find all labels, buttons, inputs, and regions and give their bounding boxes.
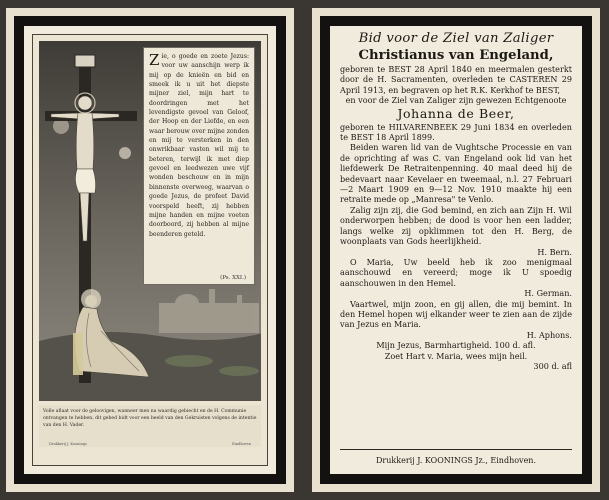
indulgence-box [39,405,261,447]
memorial-text [340,30,572,444]
publisher-city: Eindhoven [232,442,251,446]
membership-paragraph: Beiden waren lid van de Vughtsche Processie en van de oprichting af was C. van Engeland ook lid van het liefdewerk De Retraitenpenning. 40 maal deed hij de bedevaart naar Kevelaer en tweemaal, n.l. 27 Februari—2 Maart 1909 en 9—12 Nov. 1910 maakte hij een retraite mede op „Manresa" te Venlo. [340,142,572,205]
mourning-border-right [320,16,592,484]
prayer-reference: (Ps. XXI.) [220,275,246,281]
prayer-initial: Z [149,51,160,69]
quote-bernard-text: Zalig zijn zij, die God bemind, en zich aan Zijn H. Wil onderworpen hebben; de dood is voor hen een ladder, langs welke zij opklimmen tot den H. Berg, de woonplaats van Gods heerlijkheid. [340,204,572,247]
printer-divider [340,449,572,450]
quote-german [340,257,572,299]
devotional-card-left [6,8,294,492]
printer-credit: Drukkerij J. KOONINGS Jz., Eindhoven. [376,456,536,465]
prayer-text [149,52,249,239]
prayer-panel [143,47,255,285]
ejaculation-3: 300 d. afl [533,360,572,371]
quote-aphons-attribution: H. Aphons. [526,329,572,340]
publisher-name: Drukkerij J. Koonings [49,442,87,446]
prayer-heading: Bid voor de Ziel van Zaliger [358,31,554,46]
deceased-biography: geboren te BEST 28 April 1840 en meermalen gesterkt door de H. Sacramenten, overleden te CASTEREN 29 April 1913, en begraven op het R.K. Kerkhof te BEST, [340,64,572,95]
publisher-line-left [49,442,251,446]
crucifixion-engraving [39,41,261,401]
quote-aphons [340,299,572,341]
mourning-border-left [14,16,286,484]
prayer-body: ie, o goede en zoete Jezus: voor uw aanschijn werp ik mij op de knieën en bid en smeek ik u uit het diepste mijner ziel, mijn hart te doordringen met het levendigste gevoel van Geloof, der Hoop en der Liefde, en een waar berouw over mijne zonden en mij te versterken in den onwrikbaar vasten wil mij te beteren, terwijl ik met diep gevoel en leedwezen uwe vijf wonden beschouw en in mijn binnenste overweeg, waarvan o goede Jezus, de profeet David voorspeld heeft, zij hebben mijne handen en mijne voeten doorboord, zij hebben al mijne beenderen geteld. [149,53,249,238]
quote-bernard-attribution: H. Bern. [537,246,572,257]
ejaculation-2: Zoet Hart v. Maria, wees mijn heil. [384,350,528,361]
quote-german-attribution: H. German. [524,288,572,299]
memorial-card-right [312,8,600,492]
deceased-name: Christianus van Engeland, [358,48,554,63]
ejaculation-1: Mijn Jezus, Barmhartigheid. 100 d. afl. [376,340,536,351]
indulgence-text: Volle aflaat voor de geloovigen, wanneer men na waardig gebiecht en de H. Communie ontvangen te hebben, dit gebed bidt voor een beeld van den Gekruisten volgens de intentie van den H. Vader. [43,409,257,428]
spouse-name: Johanna de Beer, [397,105,515,121]
spouse-intro: en voor de Ziel van Zaliger zijn gewezen Echtgenoote [345,95,567,106]
spouse-biography: geboren te HILVARENBEEK 29 Juni 1834 en overleden te BEST 18 April 1899. [340,121,572,143]
quote-aphons-text: Vaartwel, mijn zoon, en gij allen, die mij bemint. In den Hemel hopen wij elkander weer te zien aan de zijde van Jezus en Maria. [340,298,572,330]
quote-bernard [340,205,572,257]
devotional-frame [32,34,268,466]
quote-german-text: O Maria, Uw beeld heb ik zoo menigmaal aanschouwd en vereerd; moge ik U spoedig aanschouwen in den Hemel. [340,256,572,288]
